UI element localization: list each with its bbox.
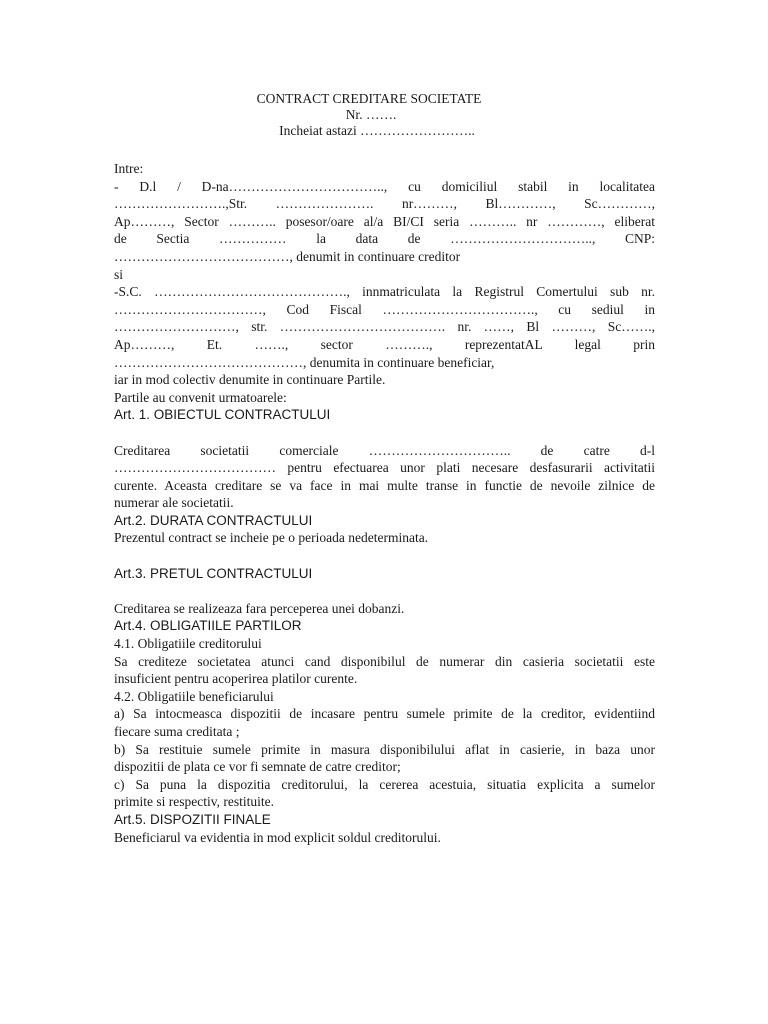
contract-title: CONTRACT CREDITARE SOCIETATE	[256, 91, 482, 106]
art4-heading: Art.4. OBLIGATIILE PARTILOR	[114, 618, 302, 634]
contract-number: Nr. …….	[345, 107, 397, 122]
art1-line: numerar ale societatii.	[114, 495, 234, 511]
art1-line: ……………………………… pentru efectuarea unor plati necesare desfasurarii activitatii	[114, 460, 655, 476]
art3-heading: Art.3. PRETUL CONTRACTULUI	[114, 565, 313, 581]
art4-subheading-beneficiary: 4.2. Obligatiile beneficiarului	[114, 688, 274, 704]
art4-item-c: c) Sa puna la dispozitia creditorului, la cererea acestuia, situatia explicita a sumelor	[114, 776, 655, 792]
document-header	[0, 91, 768, 139]
art2-text: Prezentul contract se incheie pe o perioada nedeterminata.	[114, 530, 429, 546]
art5-heading: Art.5. DISPOZITII FINALE	[114, 811, 271, 827]
art4-item-a: a) Sa intocmeasca dispozitii de incasare pentru sumele primite de la creditor, evidentiind	[114, 706, 655, 722]
agreed-line: Partile au convenit urmatoarele:	[114, 389, 287, 405]
creditor-line: …………………………………, denumit in continuare creditor	[114, 248, 461, 264]
art1-line: Creditarea societatii comerciale ………………………….. de catre d-l	[114, 442, 655, 458]
art1-heading: Art. 1. OBIECTUL CONTRACTULUI	[114, 407, 331, 423]
parties-intro: Intre:	[114, 161, 144, 176]
art4-item-c: primite si respectiv, restituite.	[114, 794, 274, 810]
art2-heading: Art.2. DURATA CONTRACTULUI	[114, 512, 313, 528]
creditor-line: …………………….,Str. …………………. nr………, Bl…………, Sc…………,	[114, 196, 655, 212]
art4-item-a: fiecare suma creditata ;	[114, 724, 240, 739]
art5-text: Beneficiarul va evidentia in mod explicit soldul creditorului.	[114, 829, 441, 845]
art4-creditor-line: Sa crediteze societatea atunci cand disponibilul de numerar din casieria societatii este	[114, 653, 655, 669]
creditor-line: Ap………, Sector ……….. posesor/oare al/a BI/CI seria ……….. nr …………, eliberat	[114, 213, 655, 229]
art1-line: curente. Aceasta creditare se va face in mai multe transe in functie de nevoile zilnice de	[114, 477, 655, 493]
contract-body	[114, 160, 655, 846]
art4-creditor-line: insuficient pentru acoperirea platilor curente.	[114, 671, 358, 687]
creditor-line: - D.l / D-na…………………………….., cu domiciliul stabil in localitatea	[114, 178, 655, 194]
creditor-line: de Sectia …………… la data de ………………………….., CNP:	[114, 231, 655, 247]
art3-text: Creditarea se realizeaza fara perceperea unei dobanzi.	[114, 600, 405, 616]
company-line: -S.C. ……………………………………., innmatriculata la Registrul Comertului sub nr.	[114, 284, 655, 300]
collective-line: iar in mod colectiv denumite in continuare Partile.	[114, 372, 386, 388]
and-word: si	[114, 266, 124, 282]
art4-item-b: dispozitii de plata ce vor fi semnate de catre creditor;	[114, 759, 401, 775]
art4-subheading-creditor: 4.1. Obligatiile creditorului	[114, 636, 262, 652]
company-line: ……………………………, Cod Fiscal ……………………………., cu sediul in	[114, 301, 655, 317]
contract-date: Incheiat astazi ……………………..	[279, 123, 475, 138]
company-line: ……………………………………, denumita in continuare beneficiar,	[114, 354, 495, 370]
company-line: Ap………, Et. ……., sector ………., reprezentatAL legal prin	[114, 336, 655, 352]
art4-item-b: b) Sa restituie sumele primite in masura disponibilului aflat in casierie, in baza unor	[114, 741, 655, 757]
company-line: ………………………, str. ………………………………. nr. ……, Bl ………, Sc…….,	[114, 319, 655, 335]
